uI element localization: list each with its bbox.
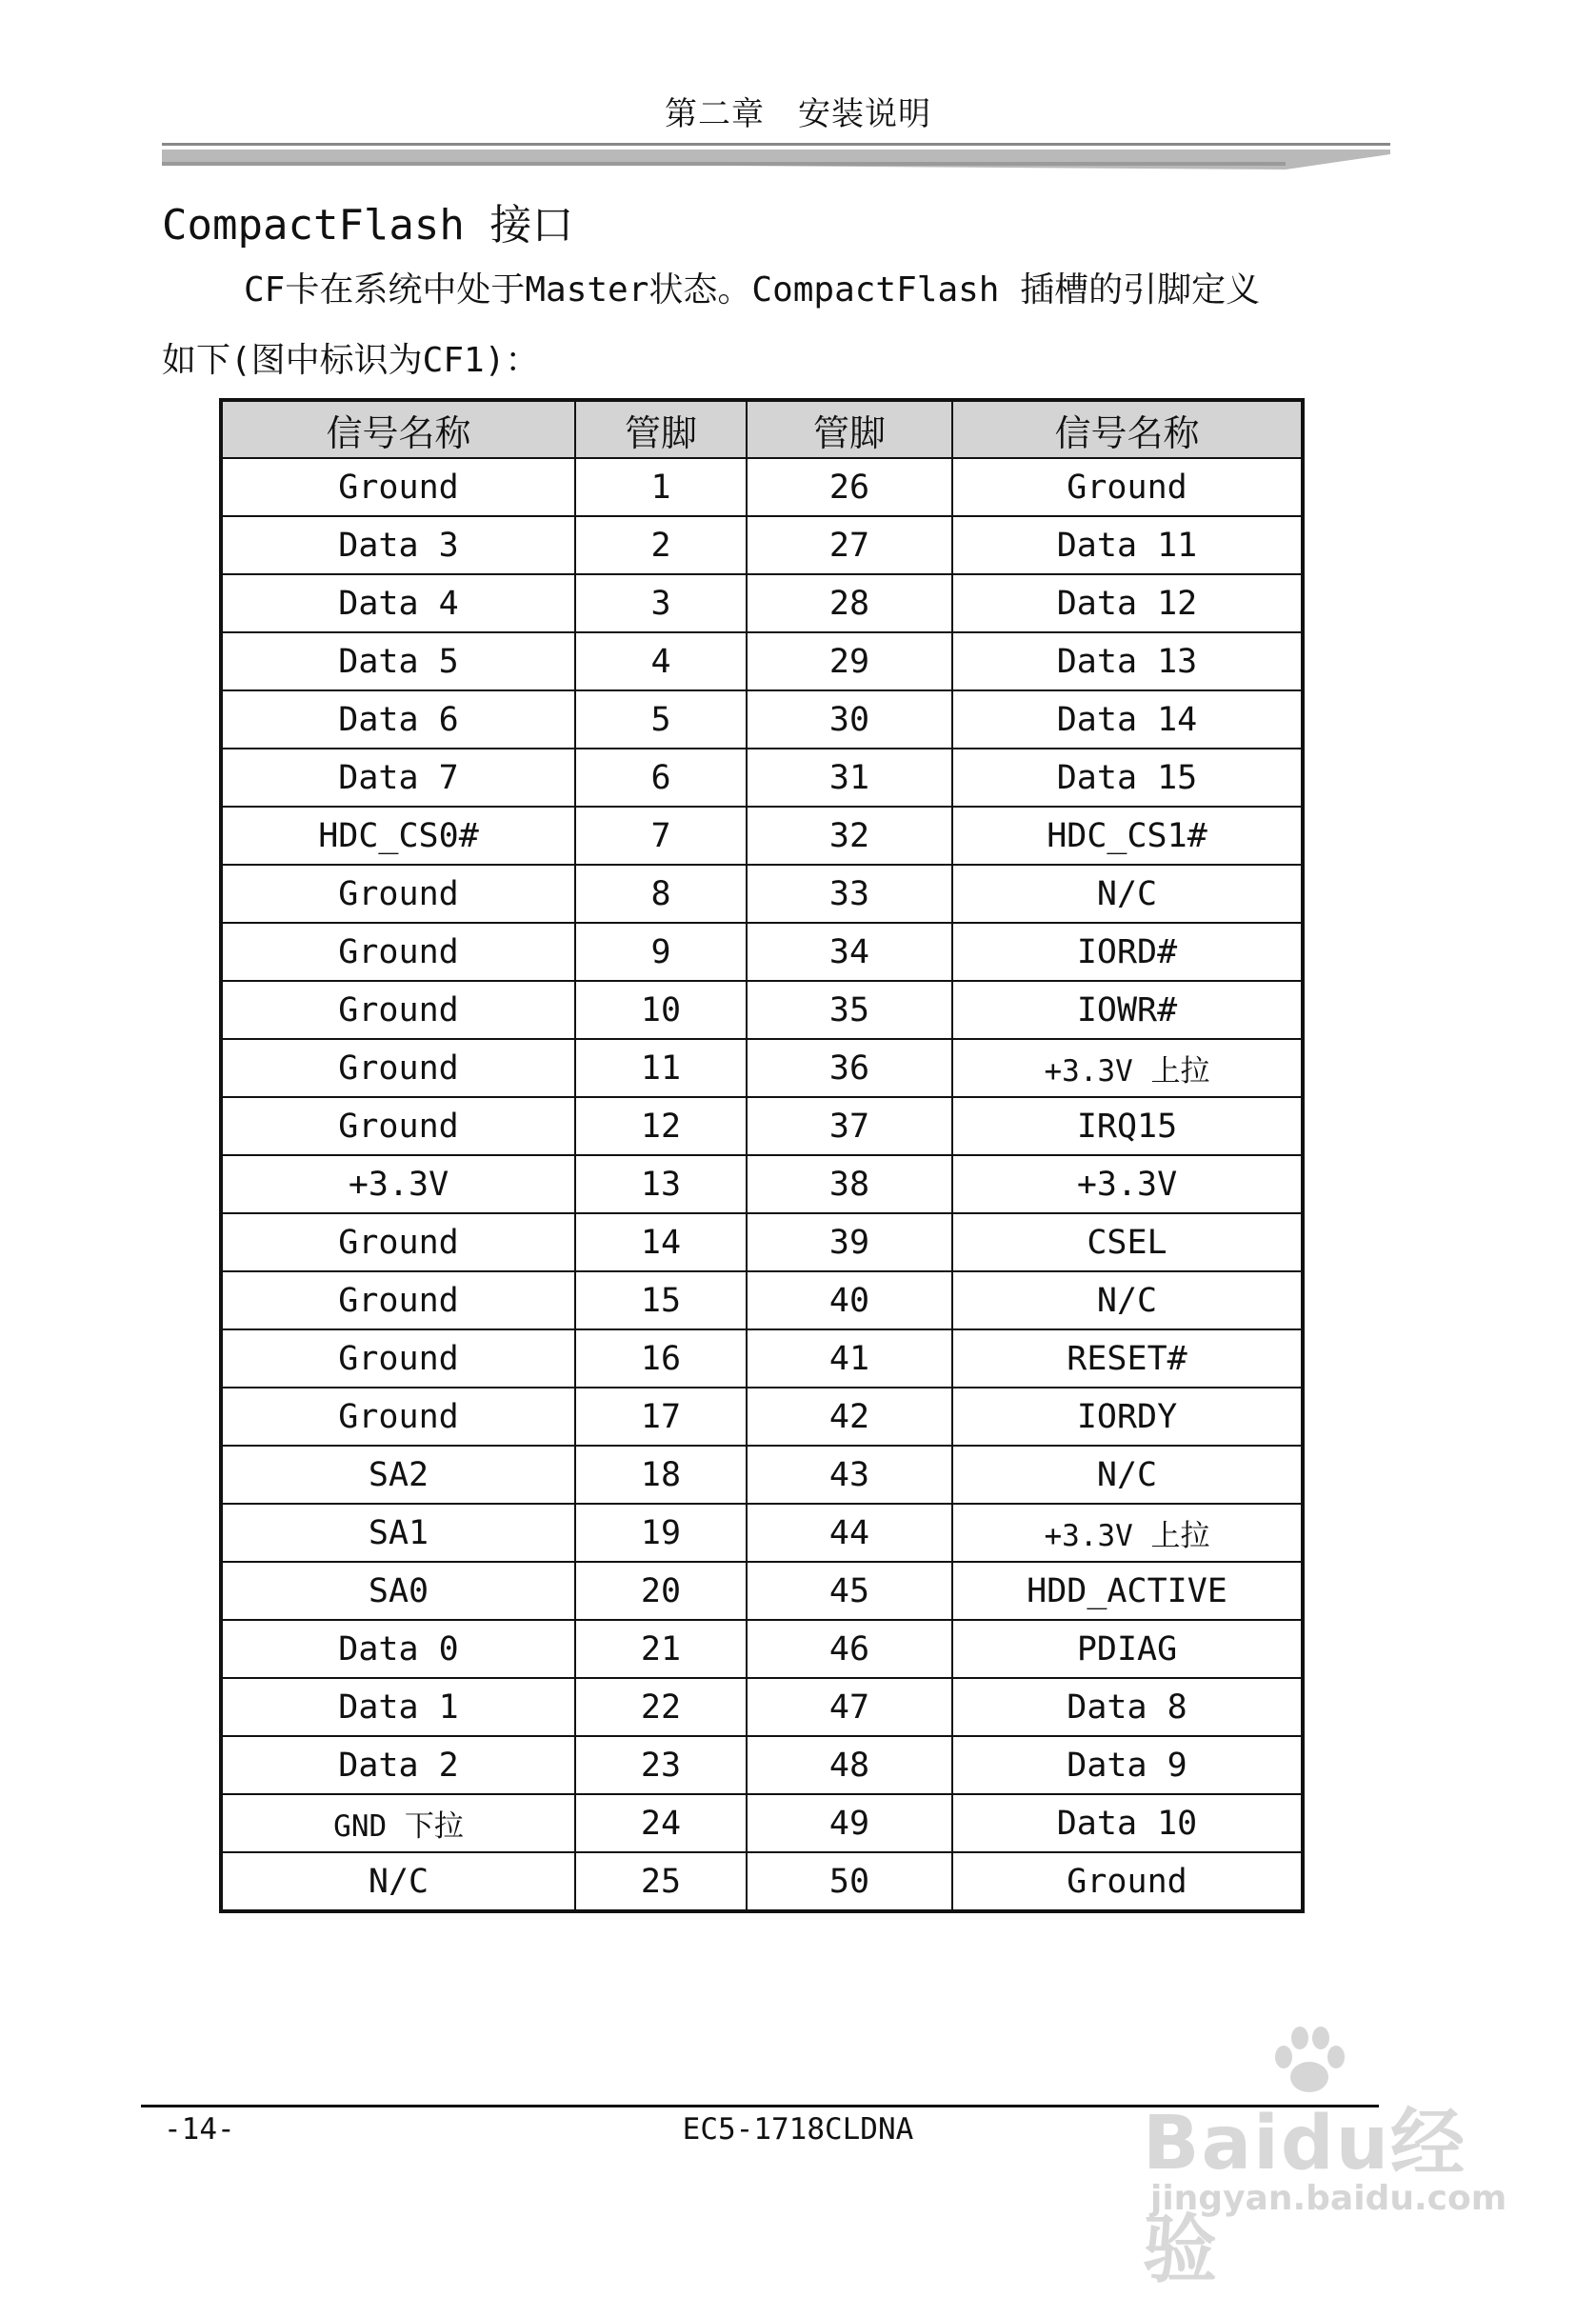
- running-header: 第二章 安装说明: [665, 95, 931, 133]
- pin-left-cell: 6: [575, 749, 747, 807]
- pin-right-cell: 45: [747, 1562, 952, 1620]
- intro-paragraph: [162, 255, 1352, 396]
- pin-left-cell: 22: [575, 1678, 747, 1736]
- pin-right-cell: 49: [747, 1794, 952, 1852]
- signal-name-right-cell: Data 12: [952, 574, 1303, 632]
- pin-right-cell: 32: [747, 807, 952, 865]
- header-pin-right: 管脚: [747, 400, 952, 458]
- signal-name-right-cell: +3.3V 上拉: [952, 1504, 1303, 1562]
- signal-name-left-cell: Data 3: [221, 516, 575, 574]
- header-signal-name-left: 信号名称: [221, 400, 575, 458]
- signal-name-right-cell: PDIAG: [952, 1620, 1303, 1678]
- signal-name-left-cell: Ground: [221, 923, 575, 981]
- pin-right-cell: 37: [747, 1097, 952, 1155]
- pin-left-cell: 17: [575, 1388, 747, 1446]
- pin-right-cell: 29: [747, 632, 952, 690]
- pin-left-cell: 8: [575, 865, 747, 923]
- table-row: [221, 1446, 1303, 1504]
- pin-right-cell: 41: [747, 1329, 952, 1388]
- signal-name-right-cell: IORDY: [952, 1388, 1303, 1446]
- signal-name-left-cell: Data 1: [221, 1678, 575, 1736]
- signal-name-left-cell: Data 6: [221, 690, 575, 749]
- table-row: [221, 1852, 1303, 1911]
- signal-name-left-cell: Data 7: [221, 749, 575, 807]
- pin-right-cell: 33: [747, 865, 952, 923]
- signal-name-left-cell: SA2: [221, 1446, 575, 1504]
- pin-left-cell: 10: [575, 981, 747, 1039]
- signal-name-left-cell: Ground: [221, 458, 575, 516]
- pin-left-cell: 16: [575, 1329, 747, 1388]
- signal-name-left-cell: Data 5: [221, 632, 575, 690]
- signal-name-left-cell: Ground: [221, 1039, 575, 1097]
- signal-name-left-cell: SA0: [221, 1562, 575, 1620]
- pin-left-cell: 20: [575, 1562, 747, 1620]
- pin-right-cell: 31: [747, 749, 952, 807]
- intro-line-1: CF卡在系统中处于Master状态。CompactFlash 插槽的引脚定义: [244, 270, 1261, 310]
- table-row: [221, 1039, 1303, 1097]
- signal-name-right-cell: HDC_CS1#: [952, 807, 1303, 865]
- signal-name-left-cell: Ground: [221, 1329, 575, 1388]
- signal-name-left-cell: Ground: [221, 1388, 575, 1446]
- pin-right-cell: 46: [747, 1620, 952, 1678]
- header-rule: [162, 141, 1390, 175]
- pin-left-cell: 7: [575, 807, 747, 865]
- table-row: [221, 1736, 1303, 1794]
- signal-name-right-cell: RESET#: [952, 1329, 1303, 1388]
- signal-name-left-cell: Data 0: [221, 1620, 575, 1678]
- table-row: [221, 1388, 1303, 1446]
- signal-name-right-cell: Data 9: [952, 1736, 1303, 1794]
- table-row: [221, 1213, 1303, 1271]
- pin-right-cell: 38: [747, 1155, 952, 1213]
- section-title: CompactFlash 接口: [162, 201, 574, 250]
- signal-name-right-cell: Data 15: [952, 749, 1303, 807]
- table-row: [221, 516, 1303, 574]
- pin-right-cell: 50: [747, 1852, 952, 1911]
- model-number: EC5-1718CLDNA: [682, 2112, 914, 2147]
- signal-name-left-cell: +3.3V: [221, 1155, 575, 1213]
- table-row: [221, 749, 1303, 807]
- signal-name-right-cell: Data 13: [952, 632, 1303, 690]
- pin-left-cell: 5: [575, 690, 747, 749]
- pin-left-cell: 1: [575, 458, 747, 516]
- pin-right-cell: 30: [747, 690, 952, 749]
- pin-right-cell: 43: [747, 1446, 952, 1504]
- pin-right-cell: 47: [747, 1678, 952, 1736]
- pin-left-cell: 15: [575, 1271, 747, 1329]
- table-row: [221, 1562, 1303, 1620]
- header-pin-left: 管脚: [575, 400, 747, 458]
- signal-name-right-cell: Ground: [952, 458, 1303, 516]
- pin-right-cell: 48: [747, 1736, 952, 1794]
- pin-right-cell: 26: [747, 458, 952, 516]
- signal-name-right-cell: +3.3V: [952, 1155, 1303, 1213]
- intro-line-2: 如下(图中标识为CF1)：: [162, 341, 540, 380]
- signal-name-right-cell: HDD_ACTIVE: [952, 1562, 1303, 1620]
- signal-name-right-cell: Data 11: [952, 516, 1303, 574]
- pin-right-cell: 28: [747, 574, 952, 632]
- table-row: [221, 923, 1303, 981]
- watermark: [1133, 2028, 1543, 2293]
- table-row: [221, 632, 1303, 690]
- header-signal-name-right: 信号名称: [952, 400, 1303, 458]
- table-row: [221, 1678, 1303, 1736]
- table-row: [221, 865, 1303, 923]
- signal-name-left-cell: Data 2: [221, 1736, 575, 1794]
- signal-name-right-cell: CSEL: [952, 1213, 1303, 1271]
- pin-left-cell: 24: [575, 1794, 747, 1852]
- pin-right-cell: 35: [747, 981, 952, 1039]
- signal-name-left-cell: Data 4: [221, 574, 575, 632]
- signal-name-right-cell: N/C: [952, 1446, 1303, 1504]
- pin-left-cell: 14: [575, 1213, 747, 1271]
- signal-name-right-cell: Data 14: [952, 690, 1303, 749]
- signal-name-left-cell: Ground: [221, 1097, 575, 1155]
- signal-name-right-cell: N/C: [952, 1271, 1303, 1329]
- signal-name-right-cell: IOWR#: [952, 981, 1303, 1039]
- signal-name-left-cell: Ground: [221, 981, 575, 1039]
- table-row: [221, 807, 1303, 865]
- pin-right-cell: 27: [747, 516, 952, 574]
- pin-left-cell: 19: [575, 1504, 747, 1562]
- table-row: [221, 1155, 1303, 1213]
- page-number: -14-: [164, 2112, 235, 2147]
- signal-name-right-cell: Data 8: [952, 1678, 1303, 1736]
- pin-right-cell: 42: [747, 1388, 952, 1446]
- pin-right-cell: 34: [747, 923, 952, 981]
- pin-left-cell: 4: [575, 632, 747, 690]
- pin-left-cell: 12: [575, 1097, 747, 1155]
- watermark-url: jingyan.baidu.com: [1150, 2179, 1507, 2218]
- pin-left-cell: 21: [575, 1620, 747, 1678]
- signal-name-left-cell: Ground: [221, 1213, 575, 1271]
- signal-name-right-cell: IORD#: [952, 923, 1303, 981]
- table-header-row: [221, 400, 1303, 458]
- signal-name-left-cell: N/C: [221, 1852, 575, 1911]
- signal-name-left-cell: Ground: [221, 865, 575, 923]
- pin-right-cell: 39: [747, 1213, 952, 1271]
- watermark-brand: Baidu经验: [1143, 2101, 1467, 2293]
- signal-name-left-cell: GND 下拉: [221, 1794, 575, 1852]
- table-row: [221, 1271, 1303, 1329]
- pin-left-cell: 13: [575, 1155, 747, 1213]
- signal-name-right-cell: Ground: [952, 1852, 1303, 1911]
- table-row: [221, 1329, 1303, 1388]
- pin-left-cell: 23: [575, 1736, 747, 1794]
- signal-name-left-cell: HDC_CS0#: [221, 807, 575, 865]
- pin-left-cell: 25: [575, 1852, 747, 1911]
- pin-left-cell: 2: [575, 516, 747, 574]
- pin-right-cell: 36: [747, 1039, 952, 1097]
- table-row: [221, 690, 1303, 749]
- pin-left-cell: 18: [575, 1446, 747, 1504]
- pin-left-cell: 11: [575, 1039, 747, 1097]
- pin-definition-table: [219, 398, 1305, 1913]
- signal-name-left-cell: Ground: [221, 1271, 575, 1329]
- pin-left-cell: 3: [575, 574, 747, 632]
- pin-left-cell: 9: [575, 923, 747, 981]
- table-row: [221, 981, 1303, 1039]
- signal-name-left-cell: SA1: [221, 1504, 575, 1562]
- table-row: [221, 1097, 1303, 1155]
- table-row: [221, 1620, 1303, 1678]
- signal-name-right-cell: +3.3V 上拉: [952, 1039, 1303, 1097]
- table-row: [221, 1504, 1303, 1562]
- table-row: [221, 1794, 1303, 1852]
- table-row: [221, 458, 1303, 516]
- pin-right-cell: 40: [747, 1271, 952, 1329]
- signal-name-right-cell: Data 10: [952, 1794, 1303, 1852]
- table-row: [221, 574, 1303, 632]
- pin-right-cell: 44: [747, 1504, 952, 1562]
- signal-name-right-cell: IRQ15: [952, 1097, 1303, 1155]
- signal-name-right-cell: N/C: [952, 865, 1303, 923]
